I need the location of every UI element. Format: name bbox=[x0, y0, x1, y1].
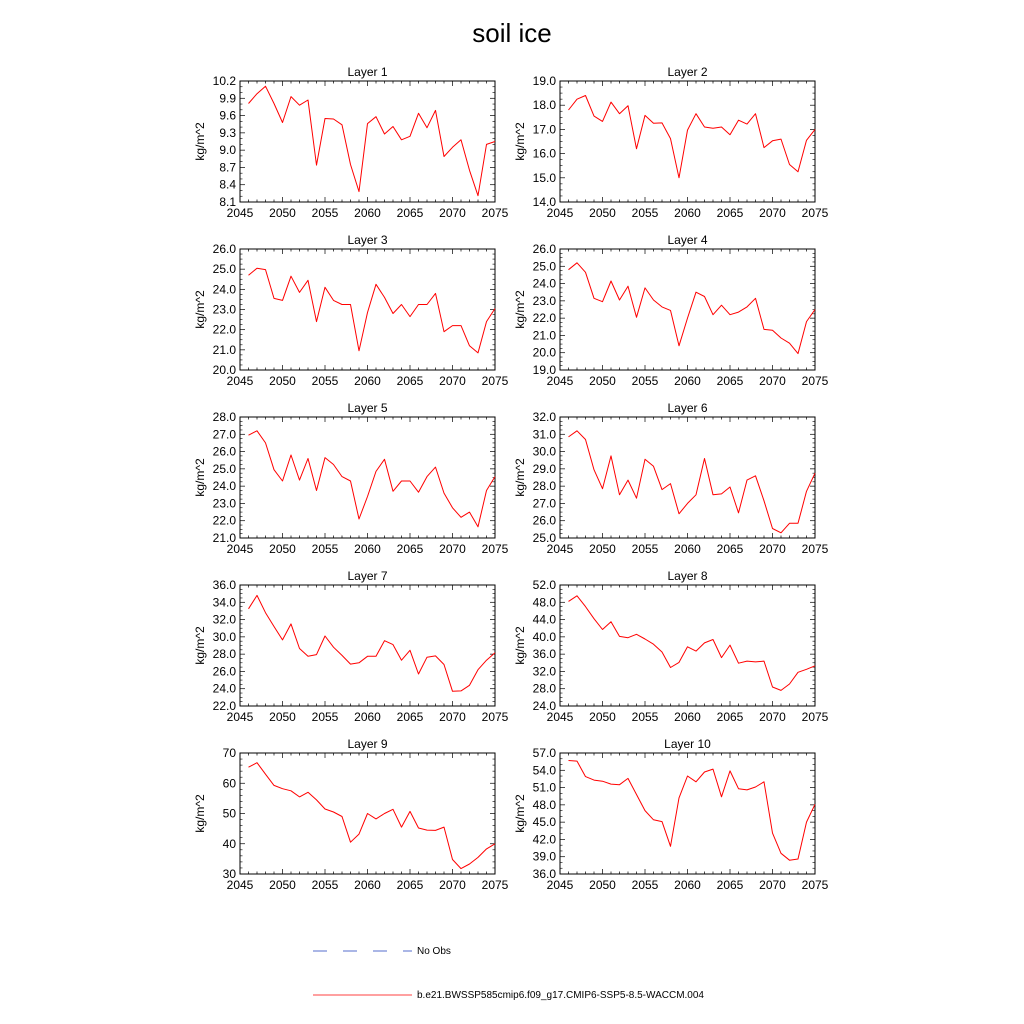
x-tick-label: 2060 bbox=[674, 878, 701, 892]
figure-title: soil ice bbox=[472, 18, 552, 48]
y-tick-label: 21.0 bbox=[212, 342, 236, 357]
x-tick-label: 2055 bbox=[631, 542, 659, 556]
y-tick-label: 22.0 bbox=[212, 513, 236, 528]
x-tick-label: 2045 bbox=[546, 878, 574, 892]
x-tick-label: 2050 bbox=[269, 206, 296, 220]
y-tick-label: 34.0 bbox=[212, 595, 236, 610]
y-tick-label: 25.0 bbox=[212, 262, 236, 277]
y-tick-label: 29.0 bbox=[532, 461, 556, 476]
y-tick-label: 40.0 bbox=[532, 629, 556, 644]
x-tick-label: 2055 bbox=[311, 878, 339, 892]
x-tick-label: 2065 bbox=[396, 878, 424, 892]
x-tick-label: 2075 bbox=[481, 710, 509, 724]
x-tick-label: 2070 bbox=[759, 542, 786, 556]
x-tick-label: 2075 bbox=[481, 374, 509, 388]
y-tick-label: 21.0 bbox=[532, 328, 556, 343]
x-tick-label: 2075 bbox=[481, 206, 509, 220]
x-tick-label: 2050 bbox=[589, 710, 616, 724]
x-tick-label: 2050 bbox=[589, 878, 616, 892]
y-tick-label: 23.0 bbox=[212, 496, 236, 511]
x-tick-label: 2075 bbox=[801, 710, 829, 724]
x-tick-label: 2070 bbox=[439, 542, 466, 556]
panel-title: Layer 6 bbox=[667, 401, 708, 415]
x-tick-label: 2060 bbox=[354, 710, 381, 724]
x-tick-label: 2070 bbox=[759, 206, 786, 220]
y-tick-label: 22.0 bbox=[212, 699, 236, 713]
x-tick-label: 2055 bbox=[631, 878, 659, 892]
y-axis-label: kg/m^2 bbox=[193, 458, 207, 497]
y-tick-label: 28.0 bbox=[212, 410, 236, 424]
y-tick-label: 26.0 bbox=[532, 513, 556, 528]
x-tick-label: 2070 bbox=[759, 878, 786, 892]
x-tick-label: 2075 bbox=[481, 878, 509, 892]
x-tick-label: 2050 bbox=[589, 374, 616, 388]
x-tick-label: 2060 bbox=[354, 878, 381, 892]
y-tick-label: 36.0 bbox=[532, 647, 556, 662]
x-tick-label: 2070 bbox=[439, 206, 466, 220]
y-tick-label: 8.7 bbox=[219, 160, 236, 175]
y-tick-label: 20.0 bbox=[532, 345, 556, 360]
x-tick-label: 2055 bbox=[311, 542, 339, 556]
y-tick-label: 30.0 bbox=[212, 629, 236, 644]
x-tick-label: 2065 bbox=[396, 710, 424, 724]
y-tick-label: 40 bbox=[222, 836, 236, 851]
y-tick-label: 48.0 bbox=[532, 797, 556, 812]
y-tick-label: 36.0 bbox=[212, 578, 236, 592]
y-tick-label: 28.0 bbox=[212, 647, 236, 662]
x-tick-label: 2060 bbox=[354, 206, 381, 220]
y-tick-label: 26.0 bbox=[212, 664, 236, 679]
x-tick-label: 2045 bbox=[546, 542, 574, 556]
x-tick-label: 2070 bbox=[439, 374, 466, 388]
y-tick-label: 45.0 bbox=[532, 815, 556, 830]
y-tick-label: 8.1 bbox=[219, 195, 236, 209]
x-tick-label: 2060 bbox=[354, 374, 381, 388]
x-tick-label: 2045 bbox=[226, 878, 254, 892]
x-tick-label: 2060 bbox=[674, 374, 701, 388]
y-axis-label: kg/m^2 bbox=[193, 794, 207, 833]
y-tick-label: 23.0 bbox=[212, 302, 236, 317]
y-tick-label: 15.0 bbox=[532, 170, 556, 185]
y-tick-label: 9.3 bbox=[219, 125, 236, 140]
y-tick-label: 44.0 bbox=[532, 612, 556, 627]
panel-title: Layer 3 bbox=[347, 233, 388, 247]
x-tick-label: 2060 bbox=[354, 542, 381, 556]
x-tick-label: 2045 bbox=[226, 374, 254, 388]
y-tick-label: 60 bbox=[222, 776, 236, 791]
x-tick-label: 2055 bbox=[631, 374, 659, 388]
y-tick-label: 21.0 bbox=[212, 531, 236, 545]
x-tick-label: 2070 bbox=[439, 878, 466, 892]
y-tick-label: 32.0 bbox=[532, 410, 556, 424]
y-tick-label: 25.0 bbox=[532, 259, 556, 274]
y-axis-label: kg/m^2 bbox=[513, 458, 527, 497]
y-tick-label: 32.0 bbox=[532, 664, 556, 679]
x-tick-label: 2050 bbox=[269, 710, 296, 724]
y-axis-label: kg/m^2 bbox=[193, 122, 207, 161]
panel-title: Layer 2 bbox=[667, 65, 708, 79]
y-tick-label: 9.6 bbox=[219, 108, 236, 123]
x-tick-label: 2075 bbox=[801, 206, 829, 220]
x-tick-label: 2070 bbox=[759, 374, 786, 388]
panel-title: Layer 7 bbox=[347, 569, 388, 583]
x-tick-label: 2045 bbox=[546, 374, 574, 388]
y-tick-label: 9.9 bbox=[219, 91, 236, 106]
legend-model-label: b.e21.BWSSP585cmip6.f09_g17.CMIP6-SSP5-8.5-WACCM.004 bbox=[417, 990, 704, 1001]
x-tick-label: 2055 bbox=[311, 710, 339, 724]
y-tick-label: 22.0 bbox=[212, 322, 236, 337]
x-tick-label: 2065 bbox=[396, 206, 424, 220]
y-tick-label: 24.0 bbox=[212, 479, 236, 494]
x-tick-label: 2055 bbox=[311, 374, 339, 388]
y-tick-label: 17.0 bbox=[532, 122, 556, 137]
x-tick-label: 2065 bbox=[716, 206, 744, 220]
y-tick-label: 24.0 bbox=[532, 699, 556, 713]
y-axis-label: kg/m^2 bbox=[513, 122, 527, 161]
y-tick-label: 48.0 bbox=[532, 595, 556, 610]
y-tick-label: 70 bbox=[222, 746, 236, 760]
y-tick-label: 18.0 bbox=[532, 98, 556, 113]
x-tick-label: 2050 bbox=[269, 374, 296, 388]
panel-title: Layer 9 bbox=[347, 737, 388, 751]
x-tick-label: 2065 bbox=[396, 374, 424, 388]
y-tick-label: 57.0 bbox=[532, 746, 556, 760]
y-tick-label: 30 bbox=[222, 867, 236, 881]
panel-title: Layer 5 bbox=[347, 401, 388, 415]
y-tick-label: 24.0 bbox=[532, 276, 556, 291]
y-tick-label: 50 bbox=[222, 806, 236, 821]
x-tick-label: 2075 bbox=[801, 878, 829, 892]
y-tick-label: 8.4 bbox=[219, 177, 236, 192]
y-tick-label: 27.0 bbox=[212, 427, 236, 442]
y-tick-label: 24.0 bbox=[212, 681, 236, 696]
x-tick-label: 2045 bbox=[546, 710, 574, 724]
y-tick-label: 25.0 bbox=[532, 531, 556, 545]
y-tick-label: 22.0 bbox=[532, 311, 556, 326]
y-tick-label: 16.0 bbox=[532, 146, 556, 161]
y-tick-label: 19.0 bbox=[532, 363, 556, 377]
y-tick-label: 52.0 bbox=[532, 578, 556, 592]
x-tick-label: 2075 bbox=[801, 542, 829, 556]
panel-title: Layer 10 bbox=[664, 737, 711, 751]
y-tick-label: 26.0 bbox=[212, 444, 236, 459]
x-tick-label: 2065 bbox=[716, 710, 744, 724]
y-tick-label: 26.0 bbox=[532, 242, 556, 256]
y-axis-label: kg/m^2 bbox=[513, 626, 527, 665]
panel-title: Layer 1 bbox=[347, 65, 388, 79]
y-tick-label: 25.0 bbox=[212, 461, 236, 476]
x-tick-label: 2065 bbox=[716, 542, 744, 556]
x-tick-label: 2055 bbox=[311, 206, 339, 220]
y-tick-label: 9.0 bbox=[219, 143, 236, 158]
y-tick-label: 24.0 bbox=[212, 282, 236, 297]
x-tick-label: 2070 bbox=[759, 710, 786, 724]
x-tick-label: 2045 bbox=[226, 542, 254, 556]
y-tick-label: 31.0 bbox=[532, 427, 556, 442]
y-tick-label: 39.0 bbox=[532, 849, 556, 864]
x-tick-label: 2045 bbox=[226, 206, 254, 220]
panel-title: Layer 4 bbox=[667, 233, 708, 247]
x-tick-label: 2065 bbox=[716, 878, 744, 892]
x-tick-label: 2045 bbox=[546, 206, 574, 220]
y-tick-label: 28.0 bbox=[532, 681, 556, 696]
y-tick-label: 19.0 bbox=[532, 74, 556, 88]
panel-title: Layer 8 bbox=[667, 569, 708, 583]
y-tick-label: 23.0 bbox=[532, 293, 556, 308]
y-tick-label: 10.2 bbox=[212, 74, 236, 88]
x-tick-label: 2050 bbox=[269, 542, 296, 556]
y-tick-label: 54.0 bbox=[532, 763, 556, 778]
x-tick-label: 2060 bbox=[674, 206, 701, 220]
y-axis-label: kg/m^2 bbox=[513, 794, 527, 833]
y-tick-label: 32.0 bbox=[212, 612, 236, 627]
x-tick-label: 2055 bbox=[631, 206, 659, 220]
x-tick-label: 2075 bbox=[481, 542, 509, 556]
y-tick-label: 51.0 bbox=[532, 780, 556, 795]
x-tick-label: 2060 bbox=[674, 542, 701, 556]
y-tick-label: 36.0 bbox=[532, 867, 556, 881]
x-tick-label: 2060 bbox=[674, 710, 701, 724]
legend-obs-label: No Obs bbox=[417, 946, 451, 957]
y-tick-label: 20.0 bbox=[212, 363, 236, 377]
y-axis-label: kg/m^2 bbox=[193, 290, 207, 329]
x-tick-label: 2055 bbox=[631, 710, 659, 724]
y-tick-label: 27.0 bbox=[532, 496, 556, 511]
y-tick-label: 26.0 bbox=[212, 242, 236, 256]
y-axis-label: kg/m^2 bbox=[193, 626, 207, 665]
x-tick-label: 2045 bbox=[226, 710, 254, 724]
x-tick-label: 2050 bbox=[589, 542, 616, 556]
y-tick-label: 30.0 bbox=[532, 444, 556, 459]
y-tick-label: 42.0 bbox=[532, 832, 556, 847]
y-tick-label: 28.0 bbox=[532, 479, 556, 494]
x-tick-label: 2070 bbox=[439, 710, 466, 724]
y-axis-label: kg/m^2 bbox=[513, 290, 527, 329]
x-tick-label: 2065 bbox=[396, 542, 424, 556]
x-tick-label: 2050 bbox=[589, 206, 616, 220]
y-tick-label: 14.0 bbox=[532, 195, 556, 209]
x-tick-label: 2065 bbox=[716, 374, 744, 388]
x-tick-label: 2075 bbox=[801, 374, 829, 388]
x-tick-label: 2050 bbox=[269, 878, 296, 892]
